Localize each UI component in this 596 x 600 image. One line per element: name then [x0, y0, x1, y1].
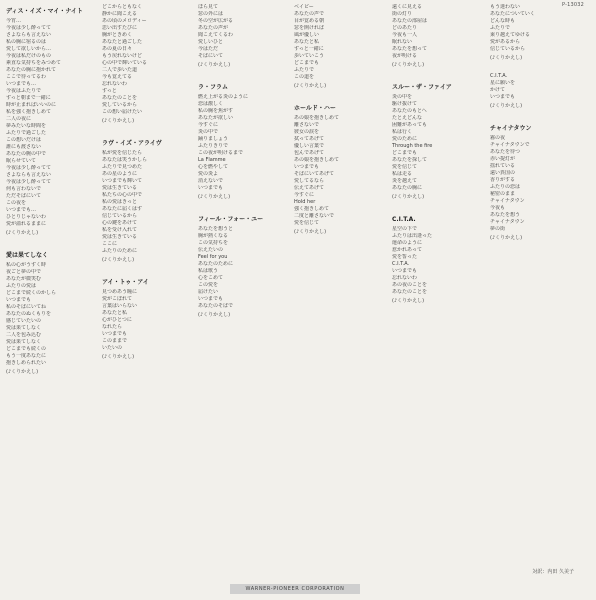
lyric-line: 愛を信じて	[392, 164, 418, 170]
repeat-marker: (♪くりかえし)	[102, 118, 135, 124]
lyric-line: 冬の空が広がる	[198, 18, 234, 24]
repeat-marker: (♪くりかえし)	[6, 230, 39, 236]
repeat-marker: (♪くりかえし)	[392, 194, 425, 200]
lyric-line: どこからともなく	[102, 4, 143, 10]
lyric-line: あなたの声で	[294, 11, 325, 17]
lyric-line: 時が止まればいいのに	[6, 102, 57, 108]
lyric-line: 抱きしめられたい	[6, 360, 47, 366]
lyric-line: あなたの声が	[198, 25, 229, 31]
lyric-line: 今も覚えてる	[102, 74, 133, 80]
lyric-line: いつまでも	[6, 297, 32, 303]
song-title: ホールド・ハー	[294, 105, 336, 112]
lyric-line: いたいの	[102, 345, 123, 351]
lyric-line: 今夜も	[490, 205, 506, 211]
lyric-line: 今はただ	[198, 46, 219, 52]
lyric-line: 愛は生きている	[102, 185, 138, 191]
lyric-line: もう迷わない	[490, 4, 521, 10]
lyric-line: ふたりの愛は	[6, 283, 37, 289]
lyric-line: 愛は果てしなく	[6, 325, 42, 331]
lyric-line: ここに	[102, 241, 118, 247]
lyric-line: ずっと朝まで一緒に	[6, 95, 51, 101]
lyric-line: あなたに届くはず	[102, 206, 143, 212]
lyric-line: 私は行く	[392, 129, 413, 135]
lyric-line: いつまでも	[490, 94, 516, 100]
lyric-line: 愛がこぼれて	[102, 296, 133, 302]
lyric-line: もう戻れないけど	[102, 53, 143, 59]
block-gap	[392, 311, 482, 316]
lyric-line: あの頃のメロディー	[102, 18, 147, 24]
lyric-line: 私は歌う	[198, 268, 219, 274]
lyric-line: ほら見て	[198, 4, 219, 10]
lyric-line: 愛は生きている	[102, 234, 138, 240]
repeat-marker: (♪くりかえし)	[294, 229, 327, 235]
lyric-line: 忘れないわ	[102, 81, 128, 87]
lyric-line: C.I.T.A.	[490, 73, 508, 79]
lyric-line: La Flamme	[198, 157, 226, 163]
lyric-line: あの娘を抱きしめて	[294, 115, 340, 121]
lyric-line: ずっと一緒に	[294, 46, 324, 52]
lyric-line: この夜が明けるまで	[198, 150, 244, 156]
lyric-line: 愛のために	[392, 136, 418, 142]
lyric-line: ふたりで見つめた	[102, 164, 143, 170]
lyric-line: あなたのことを	[102, 95, 138, 101]
lyric-line: ひとりじゃないわ	[6, 214, 47, 220]
lyric-line: あなたのぬくもりを	[6, 311, 52, 317]
lyric-line: どこまで続くのかしら	[6, 290, 57, 296]
block-gap	[490, 116, 580, 121]
lyric-line: 今夜は少し酔ってて	[6, 179, 52, 185]
lyric-line: 遠い異国の	[490, 170, 516, 176]
lyric-line: 今すぐに	[294, 192, 315, 198]
song-title: スルー・ザ・ファイア	[392, 84, 452, 91]
lyric-line: あなたと私	[294, 39, 320, 45]
lyric-line: C.I.T.A.	[392, 261, 410, 267]
lyric-line: この夜を	[6, 200, 27, 206]
repeat-marker: (♪くりかえし)	[392, 62, 425, 68]
lyric-line: どのあたり	[392, 25, 418, 31]
lyric-line: どんな時も	[490, 18, 516, 24]
lyric-line: 乗り越えてゆける	[490, 32, 531, 38]
block-gap	[6, 243, 96, 248]
lyric-line: あなたのもとへ	[392, 108, 427, 114]
lyric-line: 静かに聞こえる	[102, 11, 138, 17]
lyric-line: 心の中で輝いている	[102, 60, 148, 66]
lyric-line: いつまでも輝いて	[102, 178, 143, 184]
block-gap	[392, 75, 482, 80]
lyric-line: ふたりきりで	[198, 143, 229, 149]
lyric-line: 目が覚める朝	[294, 18, 325, 24]
lyric-line: ただそばにいて	[6, 193, 42, 199]
lyric-line: 恋は激しく	[198, 101, 224, 107]
lyric-line: 今夜も一人	[392, 32, 418, 38]
lyrics-column	[490, 4, 580, 586]
lyric-line: 思い出すたびに	[102, 25, 138, 31]
repeat-marker: (♪くりかえし)	[490, 103, 523, 109]
lyric-line: 愛があるから	[490, 39, 521, 45]
repeat-marker: (♪くりかえし)	[490, 55, 523, 61]
lyric-line: 今夜はふたりで	[6, 88, 42, 94]
lyric-line: 二人を包み込む	[6, 332, 42, 338]
lyric-line: 離さないで	[294, 122, 320, 128]
lyric-line: この愛を	[198, 282, 219, 288]
lyric-line: 街の灯り	[392, 11, 413, 17]
lyric-line: あなたを想うと	[198, 226, 234, 232]
lyric-line: 心がひとつに	[102, 317, 132, 323]
block-gap	[294, 96, 384, 101]
lyric-line: 誰にも渡さない	[6, 144, 42, 150]
lyric-line: ここで待ってるわ	[6, 74, 47, 80]
lyrics-column	[392, 4, 482, 586]
lyrics-column	[102, 4, 192, 586]
lyric-line: 消えないで	[198, 178, 224, 184]
block-gap	[6, 382, 96, 387]
catalog-number: P-13032	[561, 2, 584, 8]
lyric-line: 感じていたいの	[6, 318, 42, 324]
lyric-line: 胸が熱くなる	[198, 233, 229, 239]
lyric-line: いつまでも	[198, 296, 224, 302]
lyric-line: さよならも言えない	[6, 32, 52, 38]
lyrics-column	[294, 4, 384, 586]
lyric-line: 霧の夜	[490, 135, 506, 141]
lyric-line: このままで	[102, 338, 128, 344]
lyrics-column	[198, 4, 288, 586]
lyric-line: 私が愛を信じたら	[102, 150, 143, 156]
block-gap	[198, 75, 288, 80]
lyric-line: 赤い提灯が	[490, 156, 516, 162]
lyric-line: ベイビー	[294, 4, 314, 10]
translator-credit: 対訳：内田 久美子	[532, 569, 574, 575]
lyric-line: 愛しいひと	[198, 39, 224, 45]
lyric-line: あなたが微笑む	[6, 276, 42, 282]
lyric-line: 私たちの心の中で	[102, 192, 143, 198]
lyric-line: 素直な気持ちをみつめて	[6, 60, 61, 66]
lyric-line: 愛の炎よ	[198, 171, 219, 177]
lyric-line: 私の胸に宿るのは	[6, 39, 47, 45]
lyric-line: あなたが欲しい	[198, 115, 234, 121]
lyric-line: 忘れないわ	[392, 275, 418, 281]
lyric-line: どこまでも	[294, 60, 320, 66]
repeat-marker: (♪くりかえし)	[198, 312, 231, 318]
song-title: ラヴ・イズ・アライヴ	[102, 140, 162, 147]
lyric-line: 眠らせていて	[6, 158, 36, 164]
lyric-line: 今夜は少し酔ってて	[6, 25, 52, 31]
lyric-line: あなたについていく	[490, 11, 535, 17]
lyric-line: 今夜は少し酔ってて	[6, 165, 52, 171]
lyric-line: 愛を誓った	[392, 254, 418, 260]
lyric-line: あなたの胸に抱かれて	[6, 67, 57, 73]
lyric-line: 愛してるなら	[294, 178, 325, 184]
lyric-line: 二人の夜に	[6, 116, 32, 122]
lyric-line: 聞こえてくるわ	[198, 32, 234, 38]
lyric-line: いつまでも…	[6, 207, 37, 213]
lyric-line: 夢みたいな時間を	[6, 123, 47, 129]
lyric-line: 今すぐに	[198, 122, 219, 128]
lyric-line: あなたを想う	[490, 212, 521, 218]
lyric-line: 心の鍵をあけて	[102, 220, 138, 226]
lyric-line: いつまでも…	[6, 81, 37, 87]
song-title: ディス・イズ・マイ・ナイト	[6, 8, 83, 15]
lyric-line: いつまでも	[198, 185, 224, 191]
lyric-line: どこまでも続くの	[6, 346, 47, 352]
lyric-line: 胸がときめく	[102, 32, 133, 38]
lyric-line: ずっと	[102, 88, 117, 94]
lyric-line: 眠れない	[392, 39, 413, 45]
lyric-line: あの夜のことを	[392, 282, 428, 288]
block-gap	[102, 367, 192, 372]
lyric-line: あの夏の日々	[102, 46, 133, 52]
lyric-line: 困難があっても	[392, 122, 427, 128]
lyric-line: あなたのそばで	[198, 303, 234, 309]
lyric-line: 星に願いを	[490, 80, 516, 86]
lyric-line: 遠くに見える	[392, 4, 423, 10]
lyric-line: チャイナタウンで	[490, 142, 530, 148]
lyric-line: 私の愛はきっと	[102, 199, 138, 205]
lyric-line: あなたの部屋は	[392, 18, 428, 24]
block-gap	[198, 207, 288, 212]
block-gap	[392, 207, 482, 212]
lyric-line: 伝えたいの	[198, 247, 224, 253]
lyric-line: 歩いていこう	[294, 53, 325, 59]
lyric-line: いつまでも	[102, 331, 128, 337]
lyric-line: あの娘を抱きしめて	[294, 157, 340, 163]
repeat-marker: (♪くりかえし)	[198, 62, 231, 68]
lyric-line: 強く抱きしめて	[294, 206, 330, 212]
lyric-line: どこまでも	[392, 150, 418, 156]
repeat-marker: (♪くりかえし)	[294, 83, 327, 89]
lyric-line: 風が優しい	[294, 32, 320, 38]
repeat-marker: (♪くりかえし)	[198, 194, 231, 200]
lyric-line: あなたを待つ	[490, 149, 521, 155]
lyric-line: さよならも言えない	[6, 172, 52, 178]
lyric-line: ふたりで過ごした	[6, 130, 47, 136]
song-title: チャイナタウン	[490, 125, 532, 132]
lyric-line: 伝えてあげて	[294, 185, 325, 191]
lyric-line: 届けたい	[198, 289, 219, 295]
song-title: 愛は果てしなく	[6, 252, 49, 259]
block-gap	[490, 248, 580, 253]
lyric-line: もう一度あなたに	[6, 353, 47, 359]
lyric-line: あなたと過ごした	[102, 39, 143, 45]
company-name: WARNER-PIONEER CORPORATION	[245, 586, 345, 592]
lyric-line: 何も言わないで	[6, 186, 42, 192]
lyric-line: 運命のように	[392, 240, 423, 246]
lyric-line: 夢の街	[490, 226, 506, 232]
repeat-marker: (♪くりかえし)	[102, 257, 135, 263]
block-gap	[198, 325, 288, 330]
lyric-line: 心を燃やして	[198, 164, 229, 170]
lyric-line: 惹かれあって	[392, 247, 422, 253]
lyric-line: チャイナタウン	[490, 198, 525, 204]
lyric-line: 愛を信じて	[294, 220, 320, 226]
lyric-line: あなたは笑うかしら	[102, 157, 148, 163]
lyric-line: 二人で歩いた道	[102, 67, 138, 73]
lyric-line: 星空の下で	[392, 226, 418, 232]
lyric-line: この気持ちを	[198, 240, 229, 246]
lyric-line: Feel for you	[198, 254, 228, 260]
lyric-line: いつまでも	[294, 164, 320, 170]
repeat-marker: (♪くりかえし)	[6, 369, 39, 375]
lyric-line: かけて	[490, 87, 506, 93]
lyric-line: この想い届けたい	[102, 109, 143, 115]
lyric-line: 愛して欲しいから…	[6, 46, 52, 52]
block-gap	[294, 242, 384, 247]
lyric-line: 信じているから	[490, 46, 526, 52]
lyric-line: ふたりで	[490, 25, 511, 31]
lyric-line: 愛しているから	[102, 102, 138, 108]
block-gap	[102, 131, 192, 136]
lyric-line: 今宵…	[6, 18, 22, 24]
lyrics-column	[6, 4, 96, 586]
lyric-line: あの星のように	[102, 171, 138, 177]
lyric-line: 優しい言葉で	[294, 143, 325, 149]
lyric-line: 私は走る	[392, 171, 413, 177]
lyric-line: 見つめあう瞳に	[102, 289, 138, 295]
lyric-line: 私のそばにいてね	[6, 304, 47, 310]
lyric-line: 夜ごと夢の中で	[6, 269, 42, 275]
lyric-line: 包んであげて	[294, 150, 325, 156]
lyric-line: Through the fire	[392, 143, 433, 149]
lyric-line: ふたりのために	[102, 248, 138, 254]
lyric-line: 言葉はいらない	[102, 303, 138, 309]
lyric-line: 揺れている	[490, 163, 516, 169]
lyric-line: Hold her	[294, 199, 316, 205]
lyric-line: チャイナタウン	[490, 219, 525, 225]
lyric-line: 踊りましょう	[198, 136, 229, 142]
lyric-line: この道を	[294, 74, 315, 80]
lyric-line: 今夜は私だけのもの	[6, 53, 52, 59]
song-title: ラ・フラム	[198, 84, 228, 91]
lyric-line: ふたりで	[294, 67, 315, 73]
lyric-line: 私の胸を焦がす	[198, 108, 234, 114]
song-title: アイ・トゥ・アイ	[102, 279, 149, 286]
repeat-marker: (♪くりかえし)	[392, 298, 425, 304]
lyric-line: 炎の中を	[392, 94, 413, 100]
lyric-line: あなたの胸に	[392, 185, 423, 191]
lyric-line: あなたのことを	[392, 289, 428, 295]
lyric-line: 愛が溢れるままに	[6, 221, 47, 227]
lyric-line: あなたを探して	[392, 157, 428, 163]
lyric-line: あなたを想って	[392, 46, 428, 52]
lyric-line: 秘密のまま	[490, 191, 516, 197]
lyric-line: いつまでも	[392, 268, 418, 274]
lyric-line: この想いだけは	[6, 137, 42, 143]
lyric-line: 私の心がうずく時	[6, 262, 47, 268]
song-title: C.I.T.A.	[392, 216, 416, 223]
lyric-line: 駆け抜けて	[392, 101, 418, 107]
lyric-line: 心をこめて	[198, 275, 224, 281]
lyric-line: 愛は果てしなく	[6, 339, 42, 345]
lyric-line: あなたのために	[198, 261, 234, 267]
lyric-line: 炎の中で	[198, 129, 219, 135]
lyric-line: そばにいて	[198, 53, 224, 59]
lyric-line: 拭ってあげて	[294, 136, 325, 142]
lyric-line: 二度と離さないで	[294, 213, 335, 219]
lyric-line: 炎を越えて	[392, 178, 418, 184]
lyric-line: 彼女の涙を	[294, 129, 320, 135]
lyric-line: 窓の外には	[198, 11, 224, 17]
repeat-marker: (♪くりかえし)	[102, 354, 135, 360]
lyric-line: あなたの腕の中で	[6, 151, 47, 157]
lyric-line: 夜が明ける	[392, 53, 418, 59]
lyric-line: 私を受け入れて	[102, 227, 138, 233]
lyric-line: たとえどんな	[392, 115, 423, 121]
lyric-line: 香りがする	[490, 177, 516, 183]
lyric-line: そばにいてあげて	[294, 171, 335, 177]
lyric-line: 信じているから	[102, 213, 138, 219]
song-title: フィール・フォー・ユー	[198, 216, 264, 223]
repeat-marker: (♪くりかえし)	[490, 235, 523, 241]
lyric-line: あなたと私	[102, 310, 128, 316]
lyric-line: 窓を開ければ	[294, 25, 325, 31]
lyric-line: 私を強く抱きしめて	[6, 109, 52, 115]
lyric-line: ふたりは出逢った	[392, 233, 433, 239]
lyric-line: なれたら	[102, 324, 123, 330]
lyric-line: 燃え上がる炎のように	[198, 94, 249, 100]
block-gap	[102, 270, 192, 275]
lyric-line: ふたりの恋は	[490, 184, 521, 190]
